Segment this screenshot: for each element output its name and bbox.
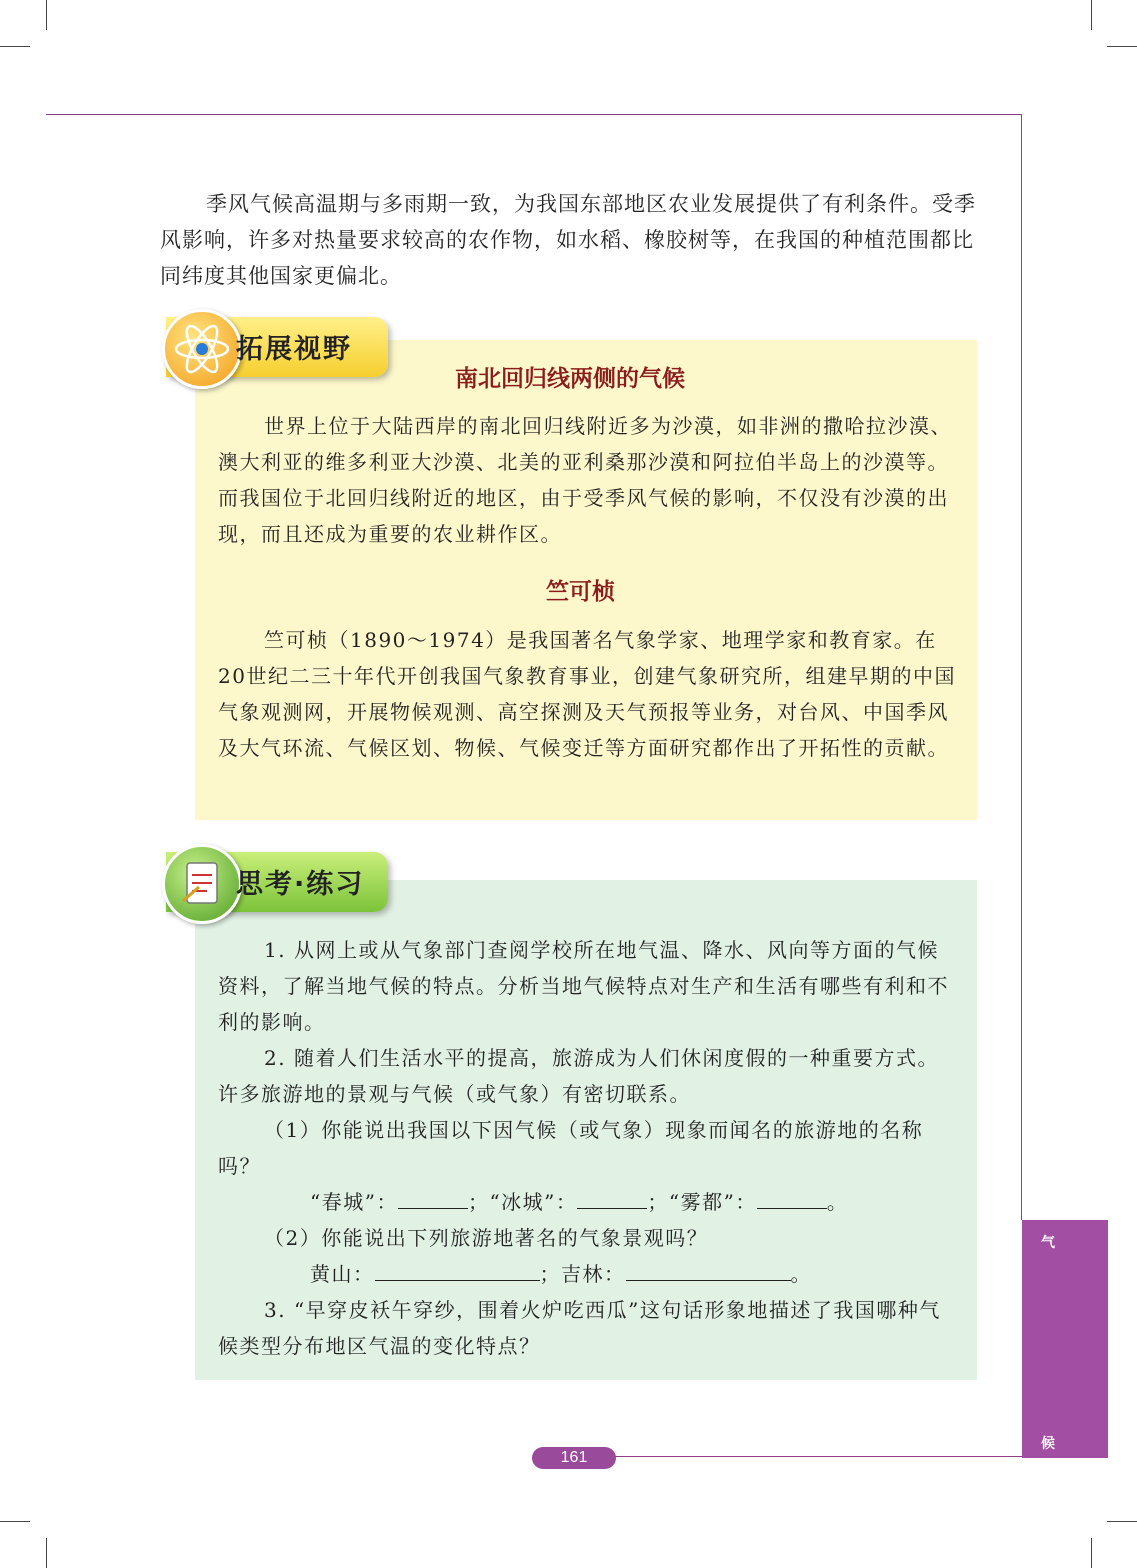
side-tab-char-bottom: 候 <box>1041 1436 1055 1452</box>
page-frame-top <box>46 114 1022 115</box>
question-2-1: （1）你能说出我国以下因气候（或气象）现象而闻名的旅游地的名称吗？ <box>218 1118 924 1178</box>
period: 。 <box>826 1190 849 1214</box>
answer-blank[interactable] <box>577 1186 647 1209</box>
crop-mark <box>1107 46 1137 47</box>
answer-blank[interactable] <box>757 1186 827 1209</box>
zhu-kezhen-paragraph: 竺可桢（1890～1974）是我国著名气象学家、地理学家和教育家。在20世纪二三十年代开创我国气象教育事业，创建气象研究所，组建早期的中国气象观测网，开展物候观测、高空探测及天气预报等业务，对台风、中国季风及大气环流、气候区划、物候、气候变迁等方面研究都作出了开拓性的贡献。 <box>218 628 956 760</box>
fill-line-1 <box>218 1184 958 1220</box>
exercise-text <box>218 932 958 1364</box>
section-title-tropics: 南北回归线两侧的气候 <box>455 366 685 392</box>
notepad-icon <box>162 844 242 924</box>
crop-mark <box>46 0 47 30</box>
expand-view-badge <box>166 317 388 377</box>
crop-mark <box>0 1521 30 1522</box>
fill-line-2 <box>218 1256 958 1292</box>
question-2-2: （2）你能说出下列旅游地著名的气象景观吗？ <box>264 1226 709 1250</box>
section-title-zhu-kezhen: 竺可桢 <box>546 579 615 605</box>
fill-label-wudu: “雾都”： <box>668 1190 757 1214</box>
fill-label-chuncheng: “春城”： <box>310 1190 398 1214</box>
crop-mark <box>1091 1538 1092 1568</box>
question-1: 1. 从网上或从气象部门查阅学校所在地气温、降水、风向等方面的气候资料，了解当地气候的特点。分析当地气候特点对生产和生活有哪些有利和不利的影响。 <box>218 938 949 1034</box>
answer-blank[interactable] <box>375 1258 540 1281</box>
page-frame-right <box>1021 114 1022 1220</box>
question-3: 3. “早穿皮袄午穿纱，围着火炉吃西瓜”这句话形象地描述了我国哪种气候类型分布地区气温的变化特点？ <box>218 1298 941 1358</box>
side-tab-char-top: 气 <box>1041 1235 1055 1251</box>
page-number: 161 <box>532 1447 616 1469</box>
zhu-kezhen-text <box>218 622 958 766</box>
intro-section <box>160 186 980 294</box>
crop-mark <box>0 46 30 47</box>
crop-mark <box>1091 0 1092 30</box>
atom-icon <box>162 309 242 389</box>
fill-label-huangshan: 黄山： <box>310 1262 375 1286</box>
answer-blank[interactable] <box>626 1258 791 1281</box>
chapter-side-tab <box>1022 1220 1108 1458</box>
page-frame-bottom <box>610 1456 1022 1457</box>
tropics-paragraph: 世界上位于大陆西岸的南北回归线附近多为沙漠，如非洲的撒哈拉沙漠、澳大利亚的维多利亚大沙漠、北美的亚利桑那沙漠和阿拉伯半岛上的沙漠等。而我国位于北回归线附近的地区，由于受季风气候的影响，不仅没有沙漠的出现，而且还成为重要的农业耕作区。 <box>218 414 952 546</box>
exercise-badge <box>166 852 388 912</box>
question-2: 2. 随着人们生活水平的提高，旅游成为人们休闲度假的一种重要方式。许多旅游地的景观与气候（或气象）有密切联系。 <box>218 1046 939 1106</box>
answer-blank[interactable] <box>398 1186 468 1209</box>
expand-view-label: 拓展视野 <box>236 334 352 365</box>
period: 。 <box>790 1262 812 1286</box>
separator: ； <box>539 1262 561 1286</box>
fill-label-jilin: 吉林： <box>561 1262 626 1286</box>
exercise-label: 思考·练习 <box>236 869 365 900</box>
crop-mark <box>46 1538 47 1568</box>
tropics-text <box>218 408 958 552</box>
crop-mark <box>1107 1521 1137 1522</box>
fill-label-bingcheng: “冰城”： <box>489 1190 578 1214</box>
separator: ； <box>647 1190 669 1214</box>
separator: ； <box>467 1190 490 1214</box>
intro-paragraph: 季风气候高温期与多雨期一致，为我国东部地区农业发展提供了有利条件。受季风影响，许多对热量要求较高的农作物，如水稻、橡胶树等，在我国的种植范围都比同纬度其他国家更偏北。 <box>160 192 976 288</box>
